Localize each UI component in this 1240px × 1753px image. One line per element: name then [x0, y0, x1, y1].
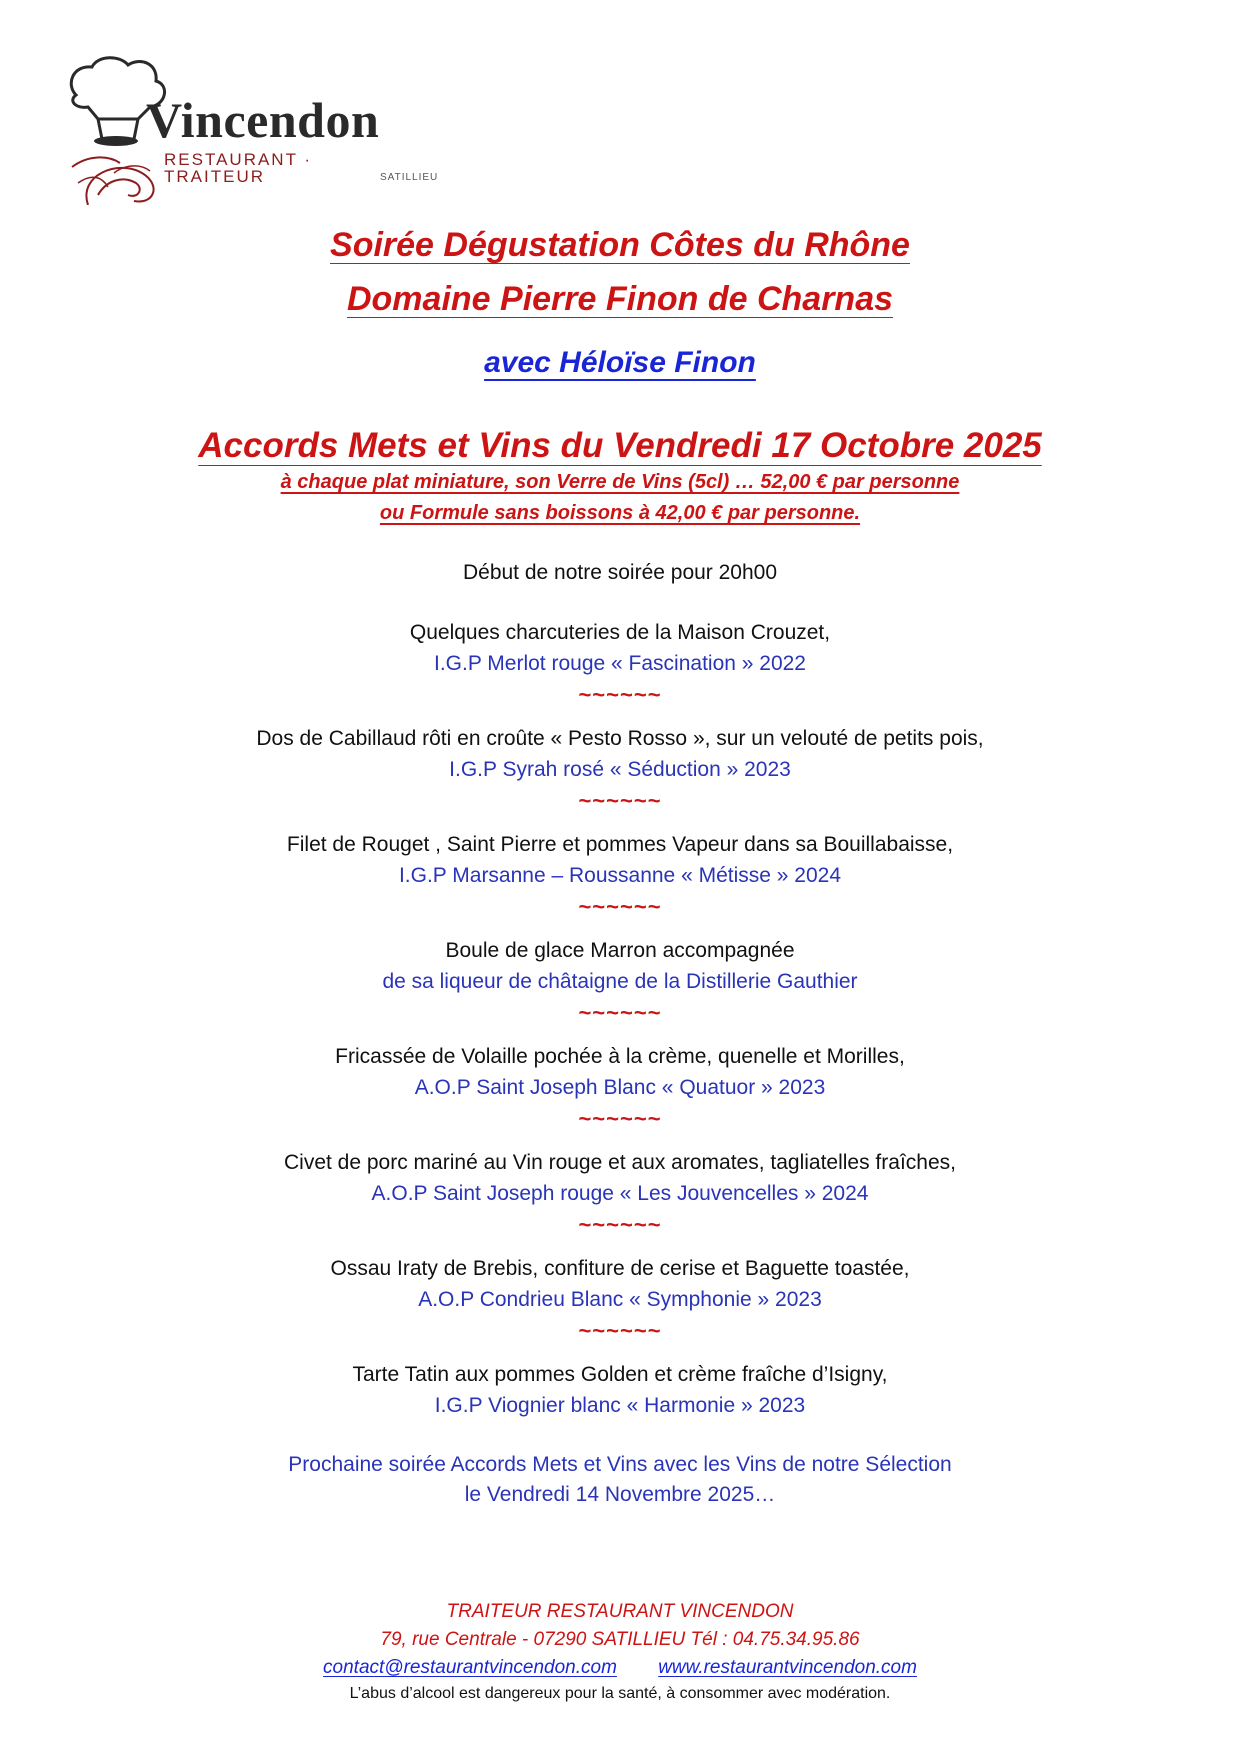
course-wine: A.O.P Saint Joseph Blanc « Quatuor » 2023 — [414, 1076, 826, 1099]
course-separator: ~~~~~~ — [578, 682, 662, 707]
course-wine: A.O.P Saint Joseph rouge « Les Jouvencelles » 2024 — [371, 1182, 869, 1205]
course-dish: Dos de Cabillaud rôti en croûte « Pesto Rosso », sur un velouté de petits pois, — [256, 727, 984, 750]
event-title-line2: Domaine Pierre Finon de Charnas — [346, 280, 894, 318]
course-wine: A.O.P Condrieu Blanc « Symphonie » 2023 — [418, 1288, 822, 1311]
footer-address: 79, rue Centrale - 07290 SATILLIEU Tél : 04.75.34.95.86 — [380, 1629, 860, 1650]
course-wine: I.G.P Viognier blanc « Harmonie » 2023 — [434, 1394, 806, 1417]
restaurant-logo — [58, 55, 439, 205]
course-separator: ~~~~~~ — [578, 894, 662, 919]
course-separator: ~~~~~~ — [578, 1106, 662, 1131]
course-wine: I.G.P Syrah rosé « Séduction » 2023 — [449, 758, 791, 781]
email-link[interactable]: contact@restaurantvincendon.com — [323, 1657, 617, 1678]
course-dish: Boule de glace Marron accompagnée — [445, 939, 795, 962]
price-line2: ou Formule sans boissons à 42,00 € par personne. — [379, 502, 861, 524]
course-separator: ~~~~~~ — [578, 1318, 662, 1343]
next-event-line1: Prochaine soirée Accords Mets et Vins avec les Vins de notre Sélection — [288, 1453, 952, 1476]
course-dish: Ossau Iraty de Brebis, confiture de cerise et Baguette toastée, — [330, 1257, 910, 1280]
next-event-line2: le Vendredi 14 Novembre 2025… — [464, 1483, 776, 1506]
course-dish: Filet de Rouget , Saint Pierre et pommes Vapeur dans sa Bouillabaisse, — [286, 833, 954, 856]
event-guest: avec Héloïse Finon — [484, 346, 756, 379]
alcohol-warning: L’abus d’alcool est dangereux pour la santé, à consommer avec modération. — [349, 1685, 891, 1702]
course-wine: I.G.P Merlot rouge « Fascination » 2022 — [434, 652, 806, 675]
footer-links — [0, 1658, 1240, 1677]
course-separator: ~~~~~~ — [578, 1000, 662, 1025]
course-dish: Tarte Tatin aux pommes Golden et crème fraîche d’Isigny, — [352, 1363, 888, 1386]
course-wine: I.G.P Marsanne – Roussanne « Métisse » 2024 — [398, 864, 842, 887]
event-headline: Accords Mets et Vins du Vendredi 17 Octobre 2025 — [198, 426, 1042, 465]
course-separator: ~~~~~~ — [578, 788, 662, 813]
footer-name: TRAITEUR RESTAURANT VINCENDON — [446, 1601, 794, 1622]
course-separator: ~~~~~~ — [578, 1212, 662, 1237]
event-title-line1: Soirée Dégustation Côtes du Rhône — [330, 226, 910, 264]
course-dish: Quelques charcuteries de la Maison Crouzet, — [409, 621, 831, 644]
course-dish: Fricassée de Volaille pochée à la crème, quenelle et Morilles, — [335, 1045, 905, 1068]
start-time: Début de notre soirée pour 20h00 — [462, 561, 778, 584]
price-line1: à chaque plat miniature, son Verre de Vins (5cl) … 52,00 € par personne — [280, 471, 960, 493]
logo-name: Vincendon — [146, 92, 380, 148]
course-wine: de sa liqueur de châtaigne de la Distillerie Gauthier — [382, 970, 858, 993]
course-dish: Civet de porc mariné au Vin rouge et aux aromates, tagliatelles fraîches, — [284, 1151, 956, 1174]
logo-place: SATILLIEU — [380, 172, 439, 183]
logo-subtitle: RESTAURANT · TRAITEUR — [164, 150, 313, 186]
website-link[interactable]: www.restaurantvincendon.com — [658, 1657, 917, 1678]
